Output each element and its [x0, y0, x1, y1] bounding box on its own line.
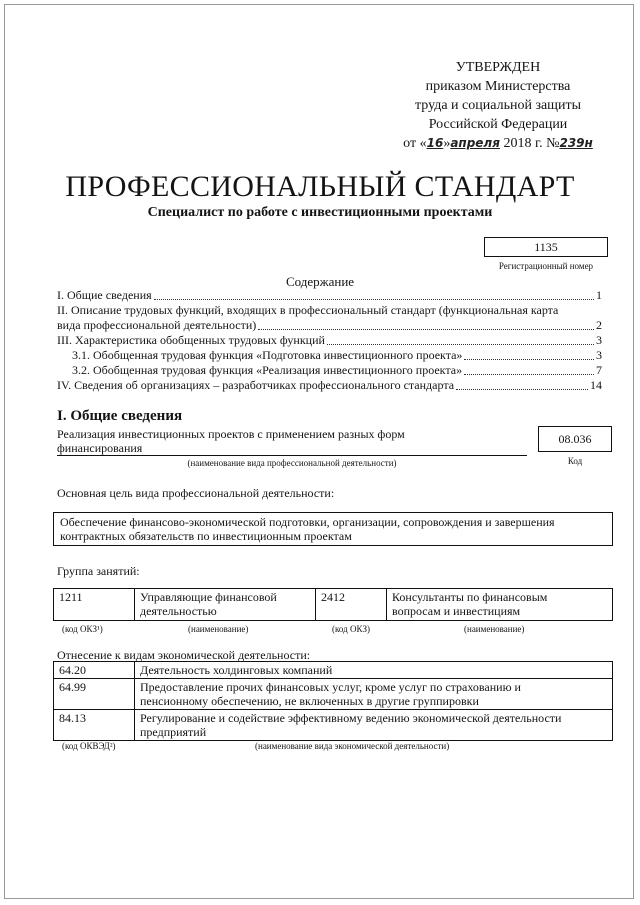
table-row — [54, 589, 613, 621]
okved-name-cell: Предоставление прочих финансовых услуг, кроме услуг по страхованию и пенсионному обеспечению, не включенных в другие группировки — [135, 679, 613, 710]
approval-date-line: от «16»апреля 2018 г. №239н — [403, 136, 593, 151]
goal-box — [53, 512, 613, 546]
approval-block — [388, 58, 608, 153]
activity-name-line: финансирования — [57, 441, 527, 456]
toc-item: I. Общие сведения 1 — [57, 288, 602, 302]
okved-name-cell: Регулирование и содействие эффективному ведению экономической деятельности предприятий — [135, 710, 613, 741]
handwritten-number: 239н — [559, 136, 593, 150]
group-label: Группа занятий: — [57, 564, 140, 578]
registration-number-box: 1135 — [484, 237, 608, 257]
activity-code-box: 08.036 — [538, 426, 612, 452]
table-row — [54, 662, 613, 679]
approval-line: УТВЕРЖДЕН — [455, 60, 541, 75]
toc-item: 3.2. Обобщенная трудовая функция «Реализация инвестиционного проекта» 7 — [72, 363, 602, 377]
toc-item: 3.1. Обобщенная трудовая функция «Подготовка инвестиционного проекта» 3 — [72, 348, 602, 362]
goal-label: Основная цель вида профессиональной деятельности: — [57, 486, 335, 500]
toc-item: III. Характеристика обобщенных трудовых функций 3 — [57, 333, 602, 347]
toc-item-line: II. Описание трудовых функций, входящих в профессиональный стандарт (функциональная карта — [57, 303, 559, 317]
okz-code-cell: 1211 — [54, 589, 135, 621]
activity-caption: (наименование вида профессиональной деятельности) — [187, 458, 397, 468]
approval-line: приказом Министерства — [425, 79, 571, 94]
eco-caption: (наименование вида экономической деятельности) — [255, 741, 450, 751]
okved-code-cell: 64.99 — [54, 679, 135, 710]
okved-code-cell: 84.13 — [54, 710, 135, 741]
okz-code-cell: 2412 — [316, 589, 387, 621]
occ-caption: (наименование) — [464, 624, 525, 634]
occ-caption: (код ОКЗ) — [332, 624, 370, 634]
document-title: ПРОФЕССИОНАЛЬНЫЙ СТАНДАРТ — [65, 170, 575, 203]
occ-caption: (код ОКЗ¹) — [62, 624, 103, 634]
code-label: Код — [567, 456, 583, 466]
approval-line: Российской Федерации — [428, 117, 568, 132]
table-row — [54, 710, 613, 741]
okz-name-cell: Управляющие финансовой деятельностью — [135, 589, 316, 621]
handwritten-month: апреля — [450, 136, 500, 150]
section-heading: I. Общие сведения — [57, 408, 183, 424]
table-row — [54, 679, 613, 710]
okved-table — [53, 661, 613, 741]
approval-line: труда и социальной защиты — [415, 98, 581, 113]
document-subtitle: Специалист по работе с инвестиционными проектами — [147, 205, 493, 220]
eco-label: Отнесение к видам экономической деятельности: — [57, 648, 311, 662]
handwritten-day: 16 — [426, 136, 444, 150]
goal-text-line: контрактных обязательств по инвестиционным проектам — [60, 529, 352, 543]
activity-name-line: Реализация инвестиционных проектов с применением разных форм — [57, 427, 405, 441]
toc-item: вида профессиональной деятельности) 2 — [57, 318, 602, 332]
okz-name-cell: Консультанты по финансовым вопросам и инвестициям — [387, 589, 613, 621]
toc-item: IV. Сведения об организациях – разработчиках профессионального стандарта 14 — [57, 378, 602, 392]
okved-code-cell: 64.20 — [54, 662, 135, 679]
occupations-table — [53, 588, 613, 621]
goal-text-line: Обеспечение финансово-экономической подготовки, организации, сопровождения и завершения — [60, 515, 555, 529]
eco-caption: (код ОКВЭД²) — [62, 741, 116, 751]
okved-name-cell: Деятельность холдинговых компаний — [135, 662, 613, 679]
registration-number-label: Регистрационный номер — [498, 261, 594, 271]
occ-caption: (наименование) — [188, 624, 249, 634]
toc-title: Содержание — [285, 274, 355, 289]
